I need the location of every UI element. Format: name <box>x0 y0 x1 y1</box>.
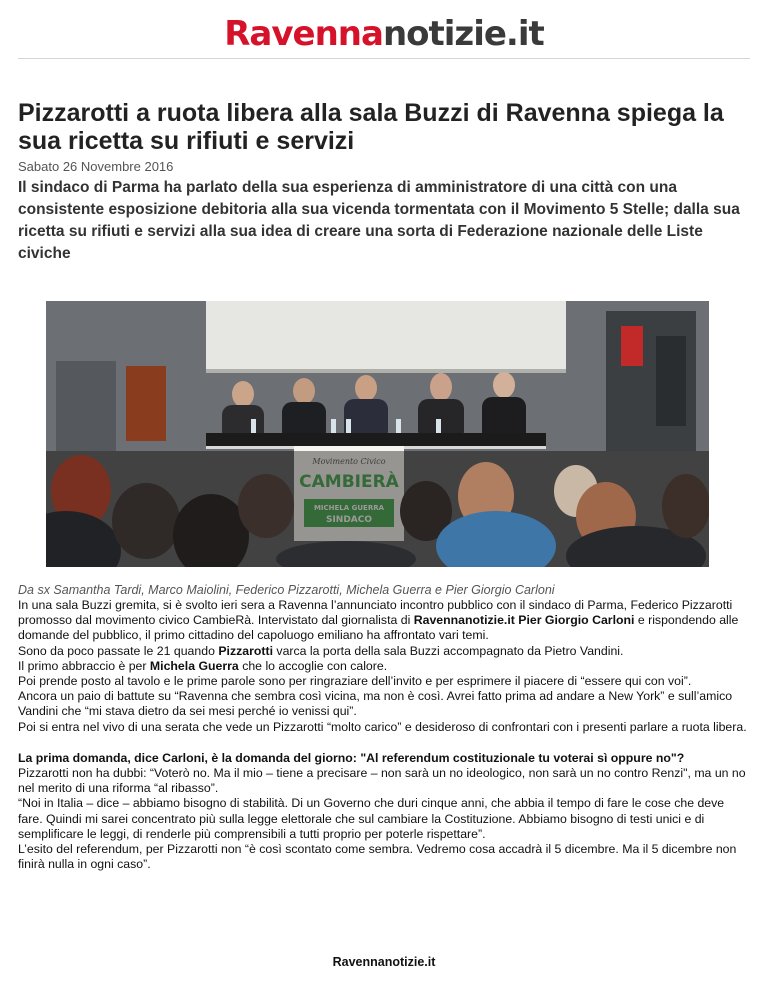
masthead <box>0 14 768 58</box>
paragraph: L’esito del referendum, per Pizzarotti non “è così scontato come sembra. Vedremo cosa accadrà il 5 dicembre. Ma il 5 dicembre non finirà nulla in ogni caso”. <box>18 842 737 872</box>
paragraph: “Noi in Italia – dice – abbiamo bisogno di stabilità. Di un Governo che duri cinque anni, che abbia il tempo di fare le cose che deve fare. Quindi mi sarei concentrato più sulla legge elettorale che sul cambiare la Costituzione. Abbiamo bisogno di testi unici e di semplificare le leggi, di renderle più comprensibili a tutti proprio per poterle rispettare”. <box>18 796 725 841</box>
paragraph: In una sala Buzzi gremita, si è svolto ieri sera a Ravenna l’annunciato incontro pubblico con il sindaco di Parma, Federico Pizzarotti promosso dal movimento civico CambieRà. Intervistato dal giornalista di Ravennanotizie.it Pier Giorgio Carloni e rispondendo alle domande del pubblico, il primo cittadino del capoluogo emiliano ha affrontato vari temi. <box>18 598 739 643</box>
paragraph: Ancora un paio di battute su “Ravenna che sembra così vicina, ma non è così. Avrei fatto prima ad andare a New York” e sull’amico Vandini che “mi stava dietro da sei mesi perché io venissi qui”. <box>18 689 733 719</box>
header-divider <box>18 58 750 59</box>
article-title: Pizzarotti a ruota libera alla sala Buzzi di Ravenna spiega la sua ricetta su rifiuti e servizi <box>18 99 724 155</box>
article-subtitle: Il sindaco di Parma ha parlato della sua esperienza di amministratore di una città con una consistente esposizione debitoria alla sua vicenda tormentata con il Movimento 5 Stelle; dalla sua ricetta su rifiuti e servizi alla sua idea di creare una sorta di Federazione nazionale delle Liste civiche <box>18 179 740 262</box>
footer-site-name: Ravennanotizie.it <box>332 955 436 969</box>
article-photo <box>46 301 709 567</box>
paragraph: Sono da poco passate le 21 quando Pizzarotti varca la porta della sala Buzzi accompagnato da Pietro Vandini. <box>18 643 624 658</box>
paragraph: Il primo abbraccio è per Michela Guerra che lo accoglie con calore. <box>18 658 388 673</box>
article-date: Sabato 26 Novembre 2016 <box>18 159 174 174</box>
site-logo[interactable]: Ravennanotizie.it <box>224 14 544 54</box>
article-body <box>18 598 750 872</box>
paragraph-question: La prima domanda, dice Carloni, è la domanda del giorno: "Al referendum costituzionale tu voterai sì oppure no"? <box>18 750 685 765</box>
photo-caption: Da sx Samantha Tardi, Marco Maiolini, Federico Pizzarotti, Michela Guerra e Pier Giorgio Carloni <box>18 583 555 597</box>
paragraph: Poi prende posto al tavolo e le prime parole sono per ringraziare dell’invito e per esprimere il piacere di “essere qui con voi”. <box>18 674 692 689</box>
paragraph: Poi si entra nel vivo di una serata che vede un Pizzarotti “molto carico” e desideroso di confrontari con i presenti parlare a ruota libera. <box>18 719 747 734</box>
paragraph: Pizzarotti non ha dubbi: “Voterò no. Ma il mio – tiene a precisare – non sarà un no ideologico, non sarà un no contro Renzi", ma un no nel merito di una riforma “al ribasso”. <box>18 766 746 796</box>
paragraph-gap <box>18 735 750 751</box>
